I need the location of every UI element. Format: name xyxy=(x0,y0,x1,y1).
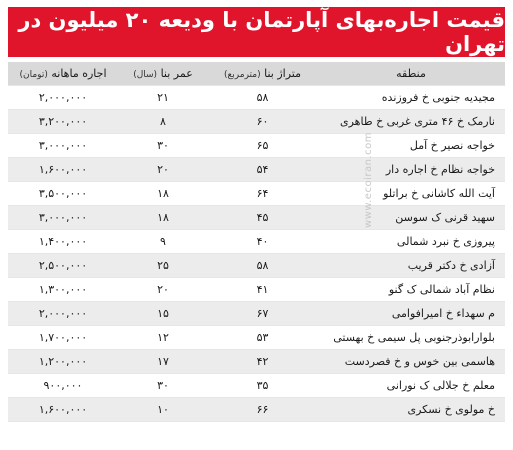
cell-region: خواجه نظام خ اجاره دار xyxy=(317,158,505,182)
cell-region: خ مولوی خ نسکری xyxy=(317,398,505,422)
cell-age: ۹ xyxy=(118,230,208,254)
cell-rent: ۲,۰۰۰,۰۰۰ xyxy=(8,86,118,110)
table-body xyxy=(8,86,505,422)
cell-region: هاسمی بین خوس و خ فصردست xyxy=(317,350,505,374)
cell-rent: ۲,۵۰۰,۰۰۰ xyxy=(8,254,118,278)
header-area: متراژ بنا (مترمربع) xyxy=(208,62,317,86)
cell-area: ۴۵ xyxy=(208,206,317,230)
cell-rent: ۳,۵۰۰,۰۰۰ xyxy=(8,182,118,206)
cell-rent: ۳,۰۰۰,۰۰۰ xyxy=(8,206,118,230)
cell-region: بلوارابوذرجنوبی پل سیمی خ بهستی xyxy=(317,326,505,350)
header-rent: اجاره ماهانه (تومان) xyxy=(8,62,118,86)
rent-table xyxy=(8,62,505,422)
cell-rent: ۳,۰۰۰,۰۰۰ xyxy=(8,134,118,158)
cell-rent: ۳,۲۰۰,۰۰۰ xyxy=(8,110,118,134)
cell-rent: ۲,۰۰۰,۰۰۰ xyxy=(8,302,118,326)
cell-age: ۲۵ xyxy=(118,254,208,278)
site-watermark: www.ecoiran.com xyxy=(363,132,374,228)
cell-area: ۶۰ xyxy=(208,110,317,134)
cell-age: ۱۸ xyxy=(118,206,208,230)
cell-area: ۶۶ xyxy=(208,398,317,422)
cell-area: ۵۴ xyxy=(208,158,317,182)
cell-age: ۳۰ xyxy=(118,374,208,398)
cell-area: ۶۵ xyxy=(208,134,317,158)
cell-region: معلم خ جلالی ک نورانی xyxy=(317,374,505,398)
table-row xyxy=(8,206,505,230)
cell-area: ۴۲ xyxy=(208,350,317,374)
cell-region: م سهداء خ امیرافوامی xyxy=(317,302,505,326)
page-title: قیمت اجاره‌بهای آپارتمان با ودیعه ۲۰ میلیون در تهران xyxy=(8,7,505,57)
cell-age: ۱۸ xyxy=(118,182,208,206)
header-age: عمر بنا (سال) xyxy=(118,62,208,86)
table-row xyxy=(8,230,505,254)
table-row xyxy=(8,350,505,374)
cell-age: ۱۲ xyxy=(118,326,208,350)
cell-region: نظام آباد شمالی ک گنو xyxy=(317,278,505,302)
table-row xyxy=(8,398,505,422)
cell-area: ۵۸ xyxy=(208,254,317,278)
cell-area: ۶۷ xyxy=(208,302,317,326)
table-row xyxy=(8,158,505,182)
cell-age: ۱۰ xyxy=(118,398,208,422)
cell-age: ۱۵ xyxy=(118,302,208,326)
cell-rent: ۱,۲۰۰,۰۰۰ xyxy=(8,350,118,374)
cell-area: ۶۴ xyxy=(208,182,317,206)
cell-age: ۳۰ xyxy=(118,134,208,158)
header-region: منطقه xyxy=(317,62,505,86)
table-row xyxy=(8,254,505,278)
cell-area: ۳۵ xyxy=(208,374,317,398)
cell-region: پیروزی خ نبرد شمالی xyxy=(317,230,505,254)
cell-age: ۱۷ xyxy=(118,350,208,374)
cell-rent: ۱,۳۰۰,۰۰۰ xyxy=(8,278,118,302)
cell-age: ۲۱ xyxy=(118,86,208,110)
cell-age: ۲۰ xyxy=(118,278,208,302)
table-row xyxy=(8,374,505,398)
cell-age: ۲۰ xyxy=(118,158,208,182)
table-row xyxy=(8,110,505,134)
table-row xyxy=(8,326,505,350)
cell-rent: ۱,۶۰۰,۰۰۰ xyxy=(8,158,118,182)
table-header-row xyxy=(8,62,505,86)
cell-region: آیت الله کاشانی خ براتلو xyxy=(317,182,505,206)
cell-region: نارمک خ ۴۶ متری غربی خ طاهری xyxy=(317,110,505,134)
cell-region: آزادی خ دکتر قریب xyxy=(317,254,505,278)
cell-region: خواجه نصیر خ آمل xyxy=(317,134,505,158)
cell-area: ۵۳ xyxy=(208,326,317,350)
cell-rent: ۱,۷۰۰,۰۰۰ xyxy=(8,326,118,350)
table-row xyxy=(8,302,505,326)
cell-rent: ۱,۶۰۰,۰۰۰ xyxy=(8,398,118,422)
table-row xyxy=(8,182,505,206)
cell-rent: ۹۰۰,۰۰۰ xyxy=(8,374,118,398)
cell-region: سهید قرنی ک سوسن xyxy=(317,206,505,230)
cell-rent: ۱,۴۰۰,۰۰۰ xyxy=(8,230,118,254)
table-row xyxy=(8,134,505,158)
cell-age: ۸ xyxy=(118,110,208,134)
cell-region: مجیدیه جنوبی خ فروزنده xyxy=(317,86,505,110)
table-row xyxy=(8,86,505,110)
table-row xyxy=(8,278,505,302)
cell-area: ۵۸ xyxy=(208,86,317,110)
cell-area: ۴۱ xyxy=(208,278,317,302)
cell-area: ۴۰ xyxy=(208,230,317,254)
